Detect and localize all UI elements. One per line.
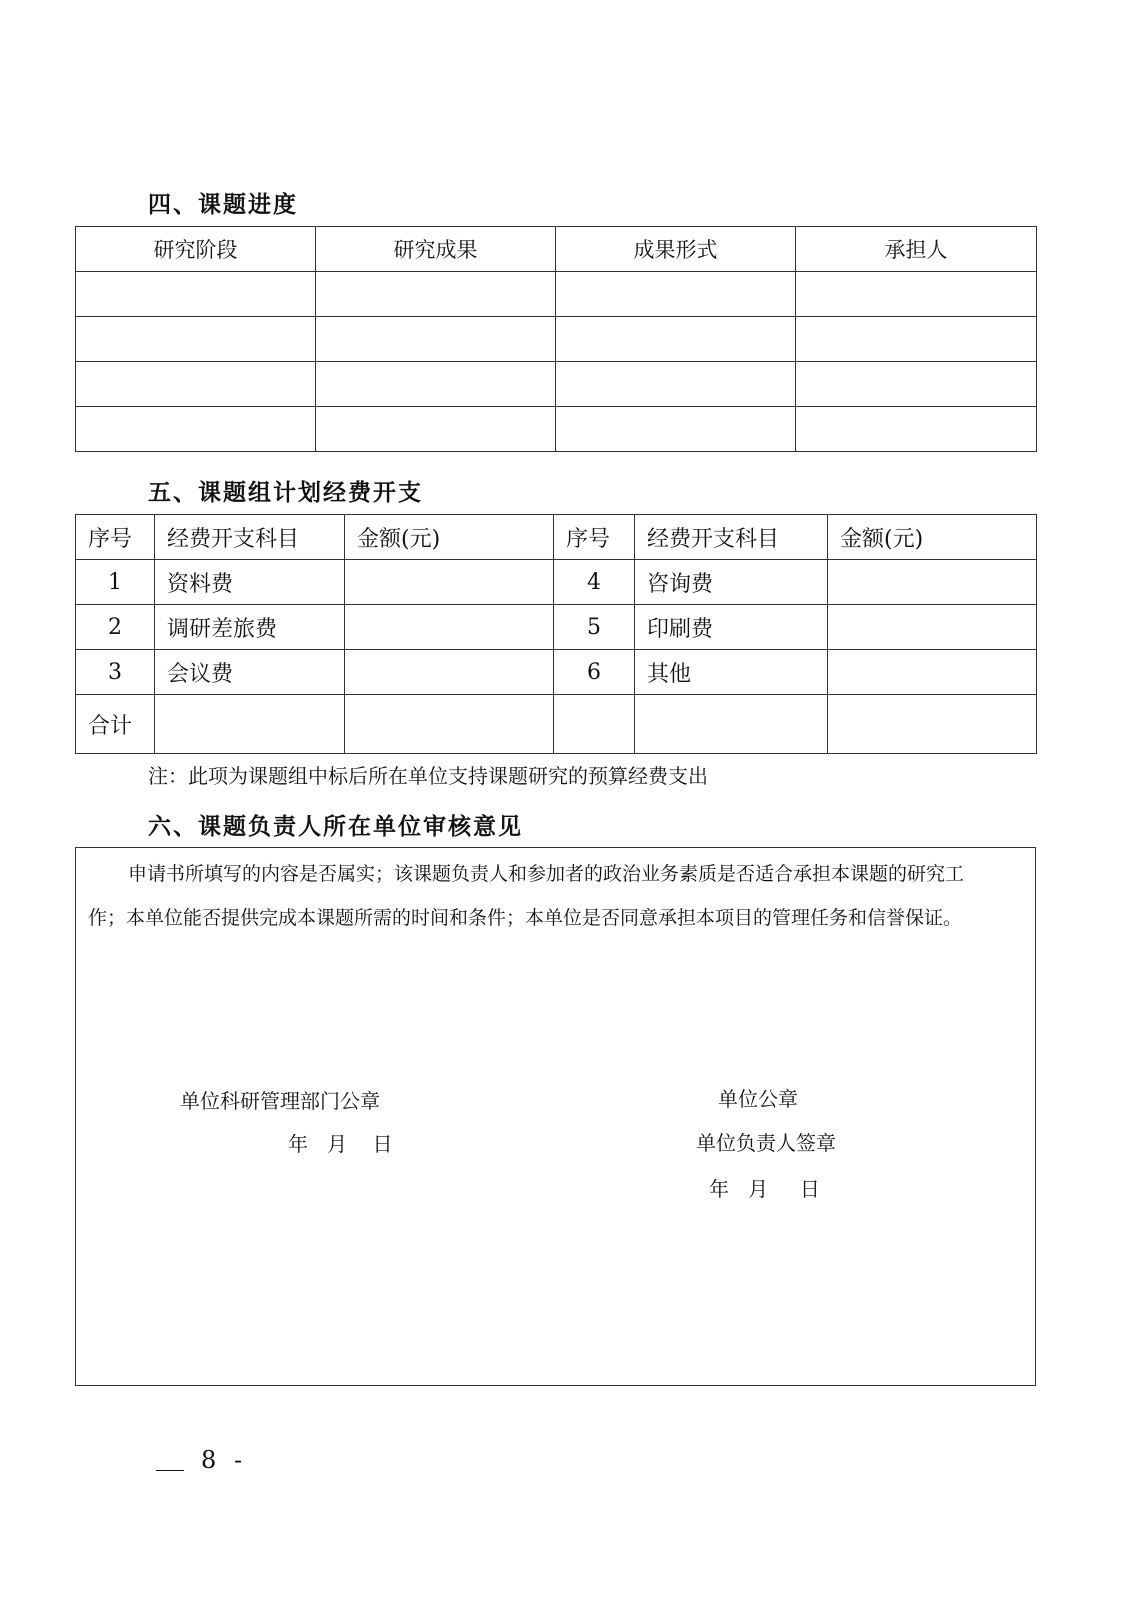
cell[interactable] — [76, 407, 316, 452]
page-dash: - — [234, 1446, 243, 1474]
right-date: 年 月 日 — [709, 1177, 820, 1201]
cell[interactable] — [556, 407, 796, 452]
total-row — [76, 695, 1037, 754]
header-item-right: 经费开支科目 — [635, 515, 828, 560]
budget-table-header — [76, 515, 1037, 560]
cell[interactable] — [316, 362, 556, 407]
total-cell[interactable] — [635, 695, 828, 754]
header-stage: 研究阶段 — [76, 227, 316, 272]
row-item: 资料费 — [155, 560, 345, 605]
cell[interactable] — [316, 272, 556, 317]
total-cell[interactable] — [155, 695, 345, 754]
page-underline — [156, 1470, 184, 1471]
cell[interactable] — [76, 272, 316, 317]
table-row — [76, 362, 1037, 407]
row-no: 4 — [554, 560, 635, 605]
cell[interactable] — [316, 407, 556, 452]
header-form: 成果形式 — [556, 227, 796, 272]
cell[interactable] — [316, 317, 556, 362]
unit-stamp-label: 单位公章 — [718, 1087, 798, 1111]
header-owner: 承担人 — [796, 227, 1037, 272]
budget-note: 注：此项为课题组中标后所在单位支持课题研究的预算经费支出 — [148, 764, 708, 788]
cell[interactable] — [76, 362, 316, 407]
header-no-left: 序号 — [76, 515, 155, 560]
total-label: 合计 — [76, 695, 155, 754]
research-dept-stamp-label: 单位科研管理部门公章 — [180, 1089, 380, 1113]
row-no: 1 — [76, 560, 155, 605]
header-amount-left: 金额(元) — [345, 515, 554, 560]
table-row — [76, 407, 1037, 452]
progress-table — [75, 226, 1037, 452]
row-item: 咨询费 — [635, 560, 828, 605]
cell[interactable] — [76, 317, 316, 362]
review-opinion-box[interactable] — [75, 847, 1036, 1386]
cell[interactable] — [796, 272, 1037, 317]
row-item: 调研差旅费 — [155, 605, 345, 650]
table-row — [76, 272, 1037, 317]
cell[interactable] — [556, 272, 796, 317]
progress-table-header — [76, 227, 1037, 272]
row-item: 会议费 — [155, 650, 345, 695]
row-no: 2 — [76, 605, 155, 650]
section5-title: 五、课题组计划经费开支 — [148, 480, 423, 506]
budget-table — [75, 514, 1037, 754]
row-no: 3 — [76, 650, 155, 695]
cell[interactable] — [556, 362, 796, 407]
cell[interactable] — [556, 317, 796, 362]
table-row — [76, 560, 1037, 605]
review-paragraph-line1: 申请书所填写的内容是否属实；该课题负责人和参加者的政治业务素质是否适合承担本课题的研究工 — [128, 863, 965, 885]
page-number: 8 — [201, 1446, 217, 1474]
table-row — [76, 317, 1037, 362]
table-row — [76, 650, 1037, 695]
header-result: 研究成果 — [316, 227, 556, 272]
total-cell[interactable] — [554, 695, 635, 754]
amount-cell[interactable] — [828, 650, 1037, 695]
amount-cell[interactable] — [345, 560, 554, 605]
amount-cell[interactable] — [345, 650, 554, 695]
section4-title: 四、课题进度 — [148, 192, 298, 218]
amount-cell[interactable] — [345, 605, 554, 650]
section6-title: 六、课题负责人所在单位审核意见 — [148, 814, 523, 840]
total-cell[interactable] — [828, 695, 1037, 754]
row-item: 其他 — [635, 650, 828, 695]
cell[interactable] — [796, 362, 1037, 407]
amount-cell[interactable] — [828, 560, 1037, 605]
header-item-left: 经费开支科目 — [155, 515, 345, 560]
total-cell[interactable] — [345, 695, 554, 754]
row-no: 6 — [554, 650, 635, 695]
header-no-right: 序号 — [554, 515, 635, 560]
amount-cell[interactable] — [828, 605, 1037, 650]
row-item: 印刷费 — [635, 605, 828, 650]
header-amount-right: 金额(元) — [828, 515, 1037, 560]
review-paragraph-line2: 作；本单位能否提供完成本课题所需的时间和条件；本单位是否同意承担本项目的管理任务和信誉保证。 — [88, 907, 963, 929]
cell[interactable] — [796, 407, 1037, 452]
unit-head-signature-label: 单位负责人签章 — [696, 1131, 836, 1155]
left-date: 年 月 日 — [288, 1132, 393, 1156]
cell[interactable] — [796, 317, 1037, 362]
table-row — [76, 605, 1037, 650]
row-no: 5 — [554, 605, 635, 650]
